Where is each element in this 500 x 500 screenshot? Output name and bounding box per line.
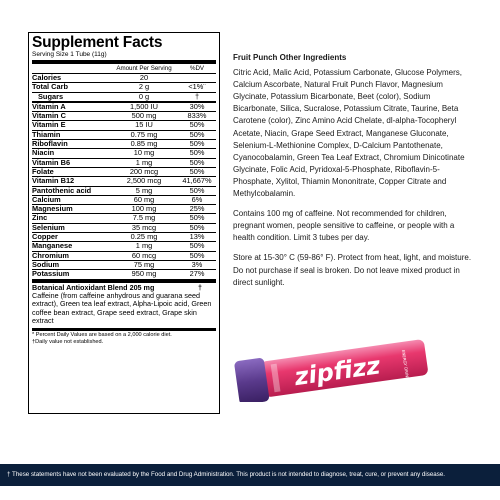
amount-header: Amount Per Serving — [116, 65, 172, 72]
nutrient-row: Calcium 60 mg 6% — [32, 196, 216, 205]
nutrient-row: Sodium 75 mg 3% — [32, 261, 216, 270]
tube-brand-logo: zipfizz — [292, 351, 382, 392]
nutrient-row: Vitamin B12 2,500 mcg 41,667% — [32, 177, 216, 186]
botanical-blend — [32, 283, 216, 331]
nutrient-row: Vitamin B6 1 mg 50% — [32, 159, 216, 168]
ingredients-list: Citric Acid, Malic Acid, Potassium Carbonate, Glucose Polymers, Calcium Ascorbate, Natural Fruit Punch Flavor, Magnesium Glycinate, Potassium Bicarbonate, Beet (color), Sodium Bicarbonate, Silica, Sucralose, Potassium Citrate, Taurine, Beta Carotene (color), Zinc Amino Acid Chelate, dl-alpha-Tocopheryl Acetate, Niacin, Grape Seed Extract, Manganese Gluconate, Selenium-L-Methionine Complex, D-Calcium Pantothenate, Cyanocobalamin, Green Tea Leaf Extract, Chromium Dinicotinate Glycinate, Folic Acid, Pyridoxal-5-Phosphate, Riboflavin-5-Phosphate, Xylitol, Thiamin Mononitrate, Copper Citrate and Methylcobalamin. — [233, 68, 465, 199]
tube-side-text: ENERGY DRINK MIX — [400, 349, 412, 389]
facts-title: Supplement Facts — [32, 34, 163, 51]
nutrient-row: Vitamin C 500 mg 833% — [32, 112, 216, 121]
nutrient-row: Potassium 950 mg 27% — [32, 270, 216, 282]
nutrient-row: Chromium 60 mcg 50% — [32, 252, 216, 261]
nutrient-row: Magnesium 100 mg 25% — [32, 205, 216, 214]
supplement-facts-panel — [28, 32, 220, 414]
nutrient-row: Pantothenic acid 5 mg 50% — [32, 187, 216, 196]
dv-header: %DV — [189, 65, 205, 72]
footnote-dv: * Percent Daily Values are based on a 2,000 calorie diet. — [32, 331, 172, 338]
botanical-dagger: † — [198, 282, 202, 292]
nutrient-row: Vitamin E 15 IU 50% — [32, 121, 216, 130]
nutrient-row: Folate 200 mcg 50% — [32, 168, 216, 177]
serving-size: Serving Size 1 Tube (11g) — [32, 51, 216, 64]
nutrient-row: Sugars 0 g † — [32, 93, 216, 103]
nutrient-row: Copper 0.25 mg 13% — [32, 233, 216, 242]
botanical-heading: Botanical Antioxidant Blend 205 mg — [32, 282, 155, 292]
nutrient-row: Vitamin A 1,500 IU 30% — [32, 103, 216, 112]
nutrient-row: Riboflavin 0.85 mg 50% — [32, 140, 216, 149]
storage-instructions: Store at 15-30° C (59-86° F). Protect from heat, light, and moisture. Do not purchase if seal is broken. Do not leave mixed product in direct sunlight. — [233, 253, 472, 287]
ingredients-heading: Fruit Punch Other Ingredients — [233, 53, 347, 62]
facts-footnotes — [32, 331, 216, 346]
caffeine-warning: Contains 100 mg of caffeine. Not recommended for children, pregnant women, people sensitive to caffeine, or people with a health condition. Limit 3 tubes per day. — [233, 209, 455, 243]
nutrient-row: Total Carb 2 g <1%¨ — [32, 83, 216, 92]
nutrient-row: Thiamin 0.75 mg 50% — [32, 131, 216, 140]
nutrient-row: Niacin 10 mg 50% — [32, 149, 216, 158]
product-tube-image — [232, 338, 435, 402]
nutrient-row: Selenium 35 mcg 50% — [32, 224, 216, 233]
botanical-text: Caffeine (from caffeine anhydrous and guarana seed extract), Green tea leaf extract, Alpha-Lipoic acid, Green coffee bean extract, Grape seed extract, Grape skin extract — [32, 290, 212, 326]
nutrient-row: Zinc 7.5 mg 50% — [32, 214, 216, 223]
fda-disclaimer-bar: † These statements have not been evaluated by the Food and Drug Administration. This product is not intended to diagnose, treat, cure, or prevent any disease. — [0, 464, 500, 486]
footnote-dagger: †Daily value not established. — [32, 338, 104, 345]
nutrient-row: Calories 20 — [32, 74, 216, 83]
ingredients-section — [233, 52, 473, 289]
tube-illustration — [232, 338, 435, 402]
nutrient-row: Manganese 1 mg 50% — [32, 242, 216, 251]
